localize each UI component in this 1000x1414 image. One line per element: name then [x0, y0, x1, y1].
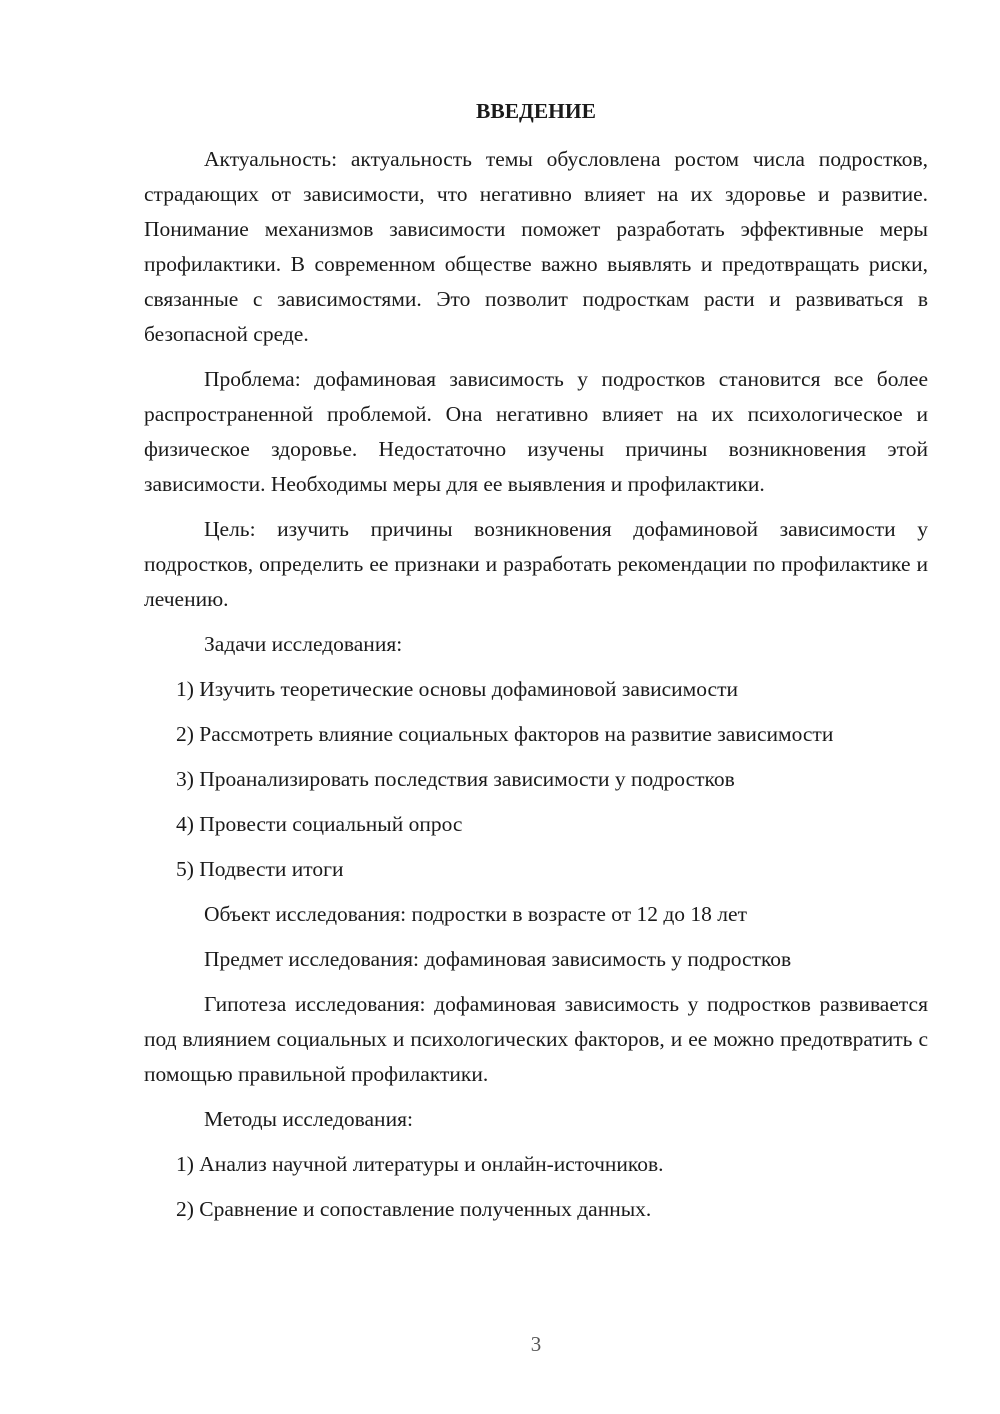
problem-paragraph: Проблема: дофаминовая зависимость у подростков становится все более распространенной проблемой. Она негативно влияет на их психологическое и физическое здоровье. Недостаточно изучены причины возникновения этой зависимости. Необходимы меры для ее выявления и профилактики.	[144, 367, 928, 496]
tasks-list	[144, 672, 928, 887]
task-item-1: 1) Изучить теоретические основы дофаминовой зависимости	[176, 677, 738, 701]
methods-list	[144, 1147, 928, 1227]
task-item-5: 5) Подвести итоги	[176, 857, 344, 881]
hypothesis-paragraph: Гипотеза исследования: дофаминовая зависимость у подростков развивается под влиянием социальных и психологических факторов, и ее можно предотвратить с помощью правильной профилактики.	[144, 992, 928, 1086]
tasks-heading: Задачи исследования:	[204, 632, 403, 656]
method-item-2: 2) Сравнение и сопоставление полученных данных.	[176, 1197, 652, 1221]
goal-paragraph: Цель: изучить причины возникновения дофаминовой зависимости у подростков, определить ее признаки и разработать рекомендации по профилактике и лечению.	[144, 517, 928, 611]
object-paragraph: Объект исследования: подростки в возрасте от 12 до 18 лет	[204, 902, 747, 926]
page-content	[144, 96, 928, 1237]
subject-paragraph: Предмет исследования: дофаминовая зависимость у подростков	[204, 947, 792, 971]
task-item-4: 4) Провести социальный опрос	[176, 812, 463, 836]
method-item-1: 1) Анализ научной литературы и онлайн-источников.	[176, 1152, 664, 1176]
page-number: 3	[530, 1332, 542, 1356]
task-item-2: 2) Рассмотреть влияние социальных факторов на развитие зависимости	[176, 722, 834, 746]
methods-heading: Методы исследования:	[204, 1107, 413, 1131]
page-title: ВВЕДЕНИЕ	[476, 99, 596, 123]
task-item-3: 3) Проанализировать последствия зависимости у подростков	[176, 767, 735, 791]
relevance-paragraph: Актуальность: актуальность темы обусловлена ростом числа подростков, страдающих от зависимости, что негативно влияет на их здоровье и развитие. Понимание механизмов зависимости поможет разработать эффективные меры профилактики. В современном обществе важно выявлять и предотвращать риски, связанные с зависимостями. Это позволит подросткам расти и развиваться в безопасной среде.	[144, 147, 928, 346]
